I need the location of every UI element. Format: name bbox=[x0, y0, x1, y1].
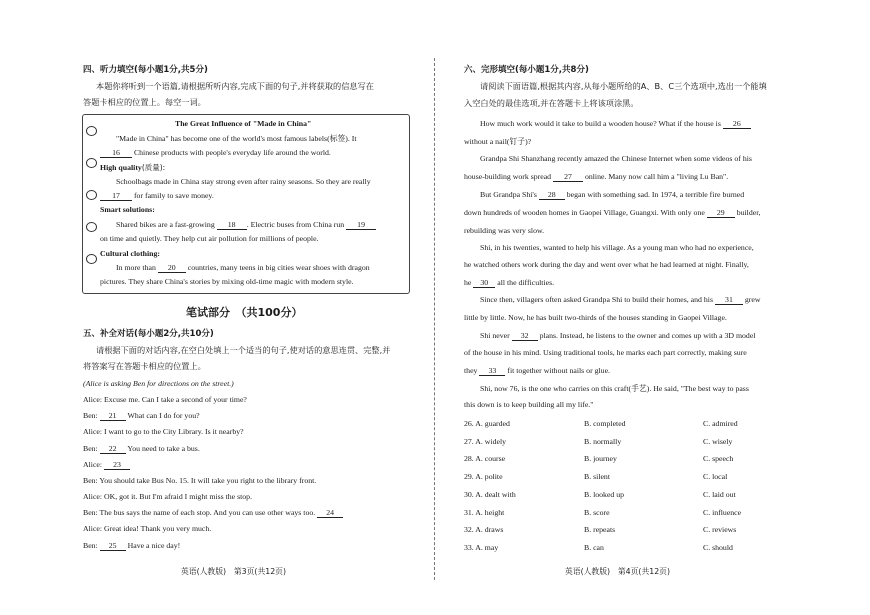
section-5-instruction-line2: 将答案写在答题卡相应的位置上。 bbox=[83, 361, 206, 371]
box-p3-text-b: . Electric buses from China run bbox=[246, 220, 345, 229]
option-26-B[interactable]: B. completed bbox=[584, 419, 626, 428]
passage-text: they bbox=[464, 366, 478, 375]
passage-line: rebuilding was very slow. bbox=[464, 226, 545, 235]
answer-blank-26[interactable]: 26 bbox=[723, 119, 751, 129]
passage-line bbox=[464, 208, 760, 218]
speaker: Ben: bbox=[83, 541, 98, 550]
option-30-C[interactable]: C. laid out bbox=[703, 489, 736, 499]
box-heading-cultural-clothing: Cultural clothing: bbox=[100, 249, 160, 258]
dialogue-line bbox=[83, 508, 343, 518]
box-paragraph-4-line1 bbox=[116, 263, 370, 273]
passage-line: without a nail(钉子)? bbox=[464, 137, 532, 146]
passage-line bbox=[464, 278, 554, 288]
answer-blank-32[interactable]: 32 bbox=[512, 331, 538, 341]
passage-text: Shi never bbox=[480, 331, 510, 340]
passage-line: little by little. Now, he has built two-thirds of the houses standing in Gaopei Village. bbox=[464, 313, 727, 322]
option-26-A[interactable]: 26. A. guarded bbox=[464, 419, 510, 428]
answer-blank-33[interactable]: 33 bbox=[479, 366, 505, 376]
option-29-B[interactable]: B. silent bbox=[584, 472, 610, 482]
box-p1-text-2: Chinese products with people's everyday life around the world. bbox=[133, 148, 331, 157]
dialogue-line: Ben: You should take Bus No. 15. It will take you right to the library front. bbox=[83, 476, 317, 485]
box-p1-text: "Made in China" has become one of the world's most famous labels(标签). It bbox=[116, 134, 357, 143]
passage-line bbox=[480, 190, 744, 200]
passage-text: builder, bbox=[736, 208, 761, 217]
option-31-A[interactable]: 31. A. height bbox=[464, 507, 505, 517]
dialogue-line: Alice: OK, got it. But I'm afraid I might miss the stop. bbox=[83, 492, 253, 501]
answer-blank-30[interactable]: 30 bbox=[473, 278, 495, 288]
page-footer-left: 英语(人教版) 第3页(共12页) bbox=[181, 567, 287, 576]
passage-line bbox=[480, 119, 751, 129]
dialogue-line bbox=[83, 541, 180, 551]
passage-text: plans. Instead, he listens to the owner and comes up with a 3D model bbox=[539, 331, 756, 340]
dialogue-text: Ben: The bus says the name of each stop. And you can use other ways too. bbox=[83, 508, 316, 517]
box-paragraph-4-line2: pictures. They share China's stories by mixing old-time magic with modern style. bbox=[100, 277, 354, 286]
box-paragraph-2-line1: Schoolbags made in China stay strong even after rainy seasons. So they are really bbox=[116, 177, 371, 186]
option-33-B[interactable]: B. can bbox=[584, 542, 604, 552]
passage-text: down hundreds of wooden homes in Gaopei Village, Guangxi. With only one bbox=[464, 208, 705, 217]
page-divider bbox=[434, 58, 435, 580]
option-26-C[interactable]: C. admired bbox=[703, 419, 738, 428]
answer-blank-22[interactable]: 22 bbox=[100, 444, 126, 454]
passage-line bbox=[464, 172, 728, 182]
answer-blank-18[interactable]: 18 bbox=[217, 220, 247, 230]
heading-cn: (质量): bbox=[141, 163, 166, 172]
dialogue-line bbox=[83, 460, 130, 470]
option-28-B[interactable]: B. journey bbox=[584, 454, 617, 464]
speaker: Ben: bbox=[83, 411, 98, 420]
passage-line: Shi, now 76, is the one who carries on this craft(手艺). He said, "The best way to pass bbox=[480, 384, 749, 393]
section-4-title: 四、听力填空(每小题1分,共5分) bbox=[83, 65, 208, 75]
option-32-C[interactable]: C. reviews bbox=[703, 525, 737, 535]
passage-line: Shi, in his twenties, wanted to help his village. As a young man who had no experience, bbox=[480, 243, 754, 252]
binder-ring-icon bbox=[86, 190, 97, 200]
passage-text: grew bbox=[744, 295, 761, 304]
box-p4-text-b: countries, many teens in big cities wear shoes with dragon bbox=[187, 263, 370, 272]
box-p2-text: for family to save money. bbox=[133, 191, 214, 200]
passage-text: How much work would it take to build a wooden house? What if the house is bbox=[480, 119, 721, 128]
answer-blank-23[interactable]: 23 bbox=[104, 460, 130, 470]
passage-text: he bbox=[464, 278, 472, 287]
option-31-B[interactable]: B. score bbox=[584, 507, 610, 517]
answer-blank-21[interactable]: 21 bbox=[100, 411, 126, 421]
answer-blank-16[interactable]: 16 bbox=[100, 148, 132, 158]
section-4-instruction-line1: 本题你将听到一个语篇,请根据所听内容,完成下面的句子,并将获取的信息写在 bbox=[96, 81, 374, 91]
section-6-title: 六、完形填空(每小题1分,共8分) bbox=[464, 65, 589, 75]
passage-line: this down is to keep building all my life." bbox=[464, 400, 594, 409]
answer-blank-25[interactable]: 25 bbox=[100, 541, 126, 551]
dialogue-text: What can I do for you? bbox=[127, 411, 200, 420]
option-32-B[interactable]: B. repeats bbox=[584, 525, 616, 535]
binder-ring-icon bbox=[86, 222, 97, 232]
passage-text: fit together without nails or glue. bbox=[507, 366, 610, 375]
dialogue-line: Alice: I want to go to the City Library. Is it nearby? bbox=[83, 427, 244, 436]
passage-line: of the house in his mind. Using traditional tools, he marks each part correctly, making sure bbox=[464, 348, 747, 357]
option-27-C[interactable]: C. wisely bbox=[703, 436, 733, 446]
box-heading-smart-solutions: Smart solutions: bbox=[100, 205, 155, 214]
binder-ring-icon bbox=[86, 158, 97, 168]
box-p3-text-a: Shared bikes are a fast-growing bbox=[116, 220, 215, 229]
option-28-A[interactable]: 28. A. course bbox=[464, 454, 506, 464]
option-33-A[interactable]: 33. A. may bbox=[464, 542, 499, 552]
box-paragraph-1-line2 bbox=[100, 148, 331, 158]
dialogue-line bbox=[83, 444, 200, 454]
written-part-title: 笔试部分 （共100分） bbox=[186, 306, 303, 319]
box-heading-high-quality bbox=[100, 162, 165, 173]
page-footer-right: 英语(人教版) 第4页(共12页) bbox=[565, 567, 671, 576]
answer-blank-29[interactable]: 29 bbox=[707, 208, 735, 218]
passage-line bbox=[464, 366, 610, 376]
option-27-A[interactable]: 27. A. widely bbox=[464, 436, 507, 446]
answer-blank-24[interactable]: 24 bbox=[317, 508, 343, 518]
passage-text: all the difficulties. bbox=[497, 278, 555, 287]
box-paragraph-1-line1 bbox=[116, 133, 357, 144]
speaker: Alice: bbox=[83, 460, 103, 469]
option-29-A[interactable]: 29. A. polite bbox=[464, 472, 503, 482]
answer-blank-17[interactable]: 17 bbox=[100, 191, 132, 201]
option-27-B[interactable]: B. normally bbox=[584, 436, 622, 446]
passage-text: Since then, villagers often asked Grandpa Shi to build their homes, and his bbox=[480, 295, 713, 304]
binder-ring-icon bbox=[86, 254, 97, 264]
passage-text: house-building work spread bbox=[464, 172, 552, 181]
passage-line bbox=[480, 331, 755, 341]
box-paragraph-3-line2: on time and quietly. They help cut air pollution for millions of people. bbox=[100, 234, 319, 243]
passage-text: But Grandpa Shi's bbox=[480, 190, 537, 199]
section-5-title: 五、补全对话(每小题2分,共10分) bbox=[83, 329, 214, 339]
passage-text: began with something sad. In 1974, a terrible fire burned bbox=[566, 190, 745, 199]
box-p4-text-a: In more than bbox=[116, 263, 156, 272]
section-6-instruction-line1: 请阅读下面语篇,根据其内容,从每小题所给的A、B、C三个选项中,选出一个能填 bbox=[480, 81, 767, 91]
answer-blank-19[interactable]: 19 bbox=[346, 220, 376, 230]
dialogue-text: Have a nice day! bbox=[127, 541, 181, 550]
answer-blank-20[interactable]: 20 bbox=[158, 263, 186, 273]
option-31-C[interactable]: C. influence bbox=[703, 507, 742, 517]
section-5-instruction-line1: 请根据下面的对话内容,在空白处填上一个适当的句子,使对话的意思连贯、完整,并 bbox=[96, 345, 391, 355]
option-33-C[interactable]: C. should bbox=[703, 542, 733, 552]
dialogue-text: You need to take a bus. bbox=[127, 444, 200, 453]
box-paragraph-3-line1 bbox=[116, 220, 376, 230]
dialogue-line bbox=[83, 411, 200, 421]
option-30-B[interactable]: B. looked up bbox=[584, 489, 625, 499]
option-28-C[interactable]: C. speech bbox=[703, 454, 734, 464]
option-32-A[interactable]: 32. A. draws bbox=[464, 525, 504, 535]
passage-text: online. Many now call him a "living Lu Ban". bbox=[584, 172, 729, 181]
heading-text: High quality bbox=[100, 163, 142, 172]
answer-blank-27[interactable]: 27 bbox=[553, 172, 583, 182]
dialogue-context: (Alice is asking Ben for directions on the street.) bbox=[83, 379, 234, 388]
answer-blank-28[interactable]: 28 bbox=[539, 190, 565, 200]
section-6-instruction-line2: 入空白处的最佳选项,并在答题卡上将该项涂黑。 bbox=[464, 98, 639, 108]
section-4-instruction-line2: 答题卡相应的位置上。每空一词。 bbox=[83, 97, 206, 107]
speaker: Ben: bbox=[83, 444, 98, 453]
passage-line: Grandpa Shi Shanzhang recently amazed the Chinese Internet when some videos of his bbox=[480, 154, 752, 163]
box-title: The Great Influence of "Made in China" bbox=[175, 119, 312, 128]
passage-line: he watched others work during the day and went over what he had learned at night. Finally, bbox=[464, 260, 749, 269]
option-30-A[interactable]: 30. A. dealt with bbox=[464, 489, 516, 499]
dialogue-line: Alice: Excuse me. Can I take a second of your time? bbox=[83, 395, 247, 404]
passage-line bbox=[480, 295, 761, 305]
box-paragraph-2-line2 bbox=[100, 191, 214, 201]
answer-blank-31[interactable]: 31 bbox=[715, 295, 743, 305]
option-29-C[interactable]: C. local bbox=[703, 472, 728, 482]
binder-ring-icon bbox=[86, 126, 97, 136]
dialogue-line: Alice: Great idea! Thank you very much. bbox=[83, 524, 212, 533]
